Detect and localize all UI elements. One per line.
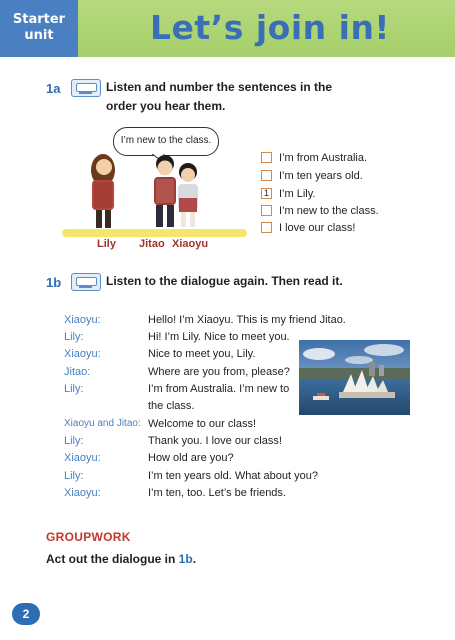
cassette-tape-icon[interactable] [71, 273, 101, 291]
dialogue-line-2: Hi! I’m Lily. Nice to meet you. [148, 331, 290, 343]
dialogue-speaker-11: Xiaoyu: [64, 487, 101, 499]
dialogue-line-9: How old are you? [148, 452, 234, 464]
dialogue-speaker-8: Lily: [64, 435, 84, 447]
lesson-title: Let’s join in! [150, 8, 390, 47]
dialogue-speaker-10: Lily: [64, 470, 84, 482]
speech-bubble-text: I’m new to the class. [120, 135, 212, 146]
dialogue-speaker-2: Lily: [64, 331, 84, 343]
groupwork-task-prefix: Act out the dialogue in [46, 552, 179, 566]
dialogue-speaker-1: Xiaoyu: [64, 314, 101, 326]
dialogue-line-10: I’m ten years old. What about you? [148, 470, 318, 482]
option-text-4: I’m new to the class. [279, 205, 379, 217]
section-1a-instruction-line1: Listen and number the sentences in the [106, 80, 333, 94]
section-1b-instruction: Listen to the dialogue again. Then read it. [106, 274, 343, 288]
order-box-5[interactable] [261, 222, 272, 233]
groupwork-heading: GROUPWORK [46, 530, 131, 544]
section-1a-instruction-line2: order you hear them. [106, 99, 226, 113]
order-box-4[interactable] [261, 205, 272, 216]
dialogue-speaker-9: Xiaoyu: [64, 452, 101, 464]
child-label-jitao: Jitao [139, 238, 165, 250]
unit-tab [0, 0, 78, 57]
dialogue-speaker-4: Jitao: [64, 366, 91, 378]
child-label-xiaoyu: Xiaoyu [172, 238, 209, 250]
dialogue-line-11: I’m ten, too. Let’s be friends. [148, 487, 286, 499]
dialogue-speaker-3: Xiaoyu: [64, 348, 101, 360]
dialogue-line-1: Hello! I’m Xiaoyu. This is my friend Jitao. [148, 314, 346, 326]
dialogue-line-5: I’m from Australia. I’m new to [148, 383, 290, 395]
cassette-tape-icon[interactable] [71, 79, 101, 97]
groupwork-task-suffix: . [192, 552, 197, 566]
order-box-2[interactable] [261, 170, 272, 181]
section-1b-number: 1b [46, 275, 62, 290]
section-1a-number: 1a [46, 81, 61, 96]
dialogue-line-7: Welcome to our class! [148, 418, 257, 430]
option-text-5: I love our class! [279, 222, 356, 234]
dialogue-speaker-5: Lily: [64, 383, 84, 395]
unit-tab-line2: unit [24, 28, 54, 43]
dialogue-line-3: Nice to meet you, Lily. [148, 348, 256, 360]
order-box-3[interactable]: 1 [261, 188, 272, 199]
child-label-lily: Lily [97, 238, 116, 250]
order-box-1[interactable] [261, 152, 272, 163]
groupwork-task [46, 552, 196, 566]
children-illustration [78, 150, 213, 235]
sydney-opera-house-photo [299, 340, 410, 415]
groupwork-task-ref: 1b [178, 552, 193, 566]
dialogue-line-4: Where are you from, please? [148, 366, 290, 378]
dialogue-line-8: Thank you. I love our class! [148, 435, 282, 447]
dialogue-line-5-cont: the class. [148, 400, 195, 412]
option-text-3: I’m Lily. [279, 188, 316, 200]
unit-tab-line1: Starter [12, 12, 66, 27]
option-text-1: I’m from Australia. [279, 152, 368, 164]
dialogue-speaker-7: Xiaoyu and Jitao: [64, 418, 141, 429]
option-text-2: I’m ten years old. [279, 170, 363, 182]
page-number: 2 [12, 603, 40, 625]
